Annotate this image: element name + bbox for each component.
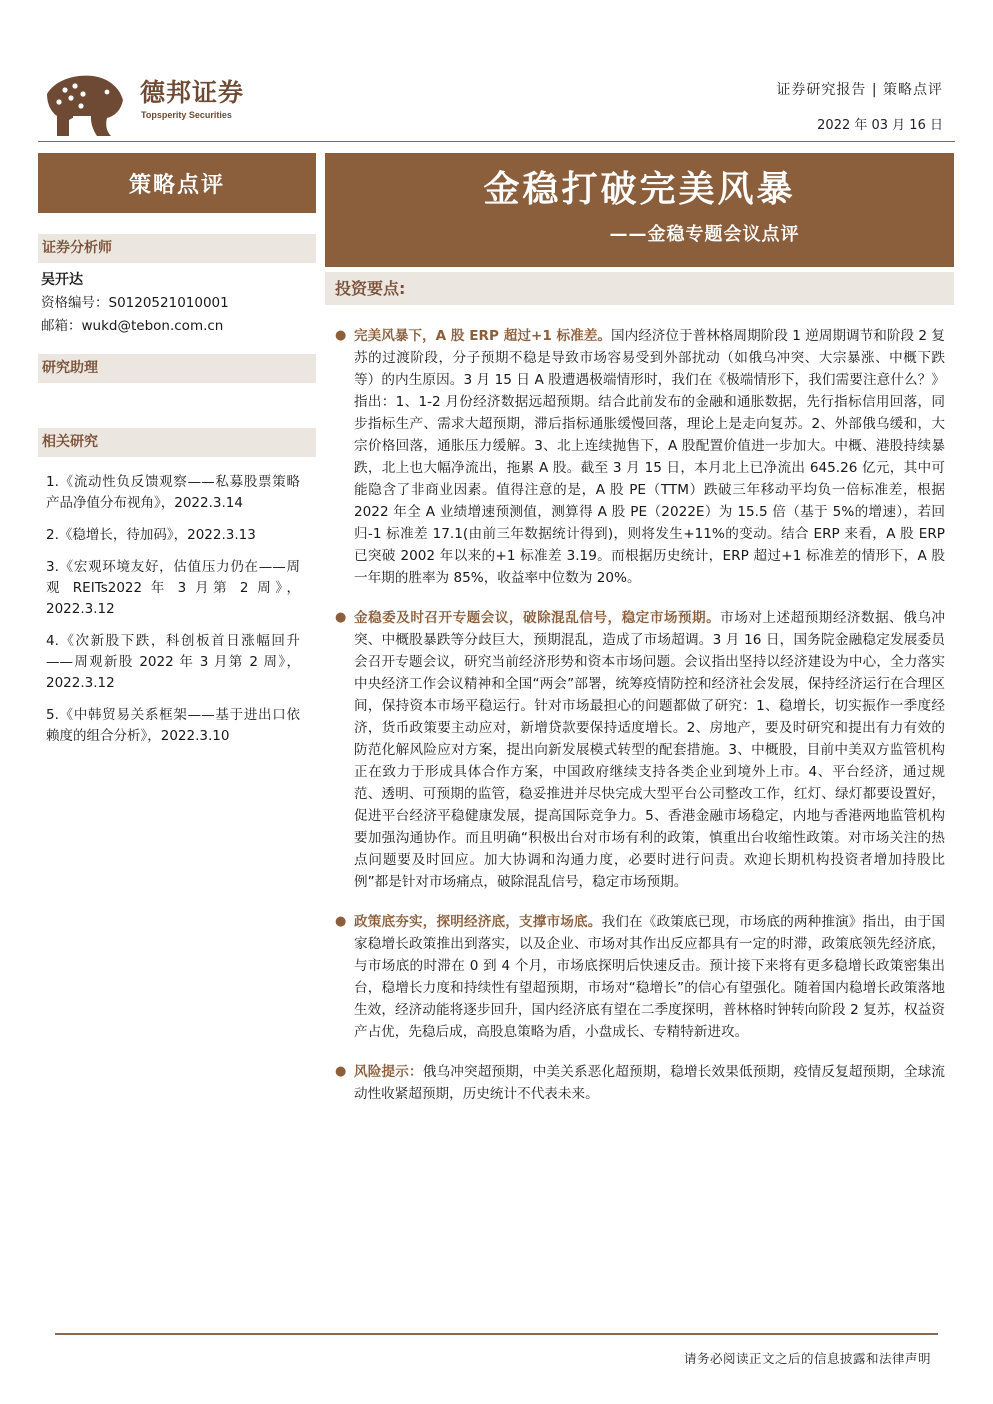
- key-points-heading: 投资要点:: [325, 272, 954, 305]
- related-section-label: 相关研究: [38, 428, 316, 457]
- category-banner: 策略点评: [38, 153, 316, 213]
- key-point-text: 国内经济位于普林格周期阶段 1 逆周期调节和阶段 2 复苏的过渡阶段，分子预期不稳是导致市场容易受到外部扰动（如俄乌冲突、大宗暴涨、中概下跌等）的内生原因。3 月 15 日 A 股遭遇极端情形时，我们在《极端情形下，我们需要注意什么？》指出：1、1-2 月份经济数据远超预期。结合此前发布的金融和通胀数据，先行指标信用回落，同步指标生产、需求大超预期，滞后指标通胀缓慢回落，理论上是走向复苏。2、外部俄乌缓和，大宗价格回落，通胀压力缓解。3、北上连续抛售下，A 股配置价值进一步加大。中概、港股持续暴跌，北上也大幅净流出，拖累 A 股。截至 3 月 15 日，本月北上已净流出 645.26 亿元，其中可能隐含了非商业因素。值得注意的是，A 股 PE（TTM）跌破三年移动平均负一倍标准差，根据 2022 年全 A 业绩增速预测值，测算得 A 股 PE（2022E）为 15.5 倍（基于 5%的增速），若回归-1 标准差 17.1(由前三年数据统计得到)，则将发生+11%的变动。结合 ERP 来看，A 股 ERP 已突破 2002 年以来的+1 标准差 3.19。而根据历史统计，ERP 超过+1 标准差的情形下，A 股一年期的胜率为 85%，收益率中位数为 20%。: [354, 328, 945, 586]
- report-type: 证券研究报告 | 策略点评: [776, 82, 943, 98]
- assistant-section-label: 研究助理: [38, 354, 316, 383]
- analyst-license: 资格编号：S0120521010001: [41, 295, 229, 311]
- leopard-logo-icon: [45, 72, 125, 138]
- bullet-icon: ●: [335, 1064, 347, 1079]
- key-point-text: 我们在《政策底已现，市场底的两种推演》指出，由于国家稳增长政策推出到落实，以及企业、市场对其作出反应都具有一定的时滞，政策底领先经济底，与市场底的时滞在 0 到 4 个月，市场底探明后快速反击。预计接下来将有更多稳增长政策密集出台，稳增长力度和持续性有望超预期，市场对“稳增长”的信心有望强化。随着国内稳增长政策落地生效，经济动能将逐步回升，国内经济底有望在二季度探明，普林格时钟转向阶段 2 复苏，权益资产占优，先稳后成，高股息策略为盾，小盘成长、专精特新进攻。: [354, 914, 946, 1040]
- brand-name-cn: 德邦证券: [140, 78, 245, 107]
- key-point-lead: 政策底夯实，探明经济底，支撑市场底。: [354, 914, 602, 930]
- brand-name-en: Topsperity Securities: [141, 110, 232, 120]
- related-research-list: [46, 472, 300, 758]
- key-point-paragraph: [330, 911, 945, 1043]
- key-point-paragraph: [330, 1061, 945, 1105]
- key-points-body: [330, 325, 945, 1123]
- analyst-email: 邮箱：wukd@tebon.com.cn: [41, 318, 224, 334]
- key-point-lead: 金稳委及时召开专题会议，破除混乱信号，稳定市场预期。: [354, 610, 721, 626]
- key-point-lead: 风险提示：: [354, 1064, 423, 1080]
- key-point-paragraph: [330, 607, 945, 893]
- key-point-text: 俄乌冲突超预期，中美关系恶化超预期，稳增长效果低预期，疫情反复超预期，全球流动性收紧超预期，历史统计不代表未来。: [354, 1064, 946, 1102]
- key-point-lead: 完美风暴下，A 股 ERP 超过+1 标准差。: [354, 328, 611, 344]
- analyst-name: 吴开达: [41, 272, 83, 288]
- related-research-item[interactable]: 1.《流动性负反馈观察——私募股票策略产品净值分布视角》，2022.3.14: [46, 474, 300, 511]
- report-title: 金稳打破完美风暴: [483, 169, 796, 210]
- bullet-icon: ●: [335, 328, 347, 343]
- header-divider: [38, 141, 955, 142]
- related-research-item[interactable]: 2.《稳增长，待加码》，2022.3.13: [46, 527, 256, 543]
- bullet-icon: ●: [335, 610, 347, 625]
- footer-divider: [55, 1333, 938, 1335]
- key-point-text: 市场对上述超预期经济数据、俄乌冲突、中概股暴跌等分歧巨大，预期混乱，造成了市场超调。3 月 16 日，国务院金融稳定发展委员会召开专题会议，研究当前经济形势和资本市场问题。会议指出坚持以经济建设为中心，全力落实中央经济工作会议精神和全国“两会”部署，统筹疫情防控和经济社会发展，保持经济运行在合理区间，保持资本市场平稳运行。针对市场最担心的问题都做了研究：1、稳增长，切实振作一季度经济，货币政策要主动应对，新增贷款要保持适度增长。2、房地产，要及时研究和提出有力有效的防范化解风险应对方案，提出向新发展模式转型的配套措施。3、中概股，目前中美双方监管机构正在致力于形成具体合作方案，中国政府继续支持各类企业到境外上市。4、平台经济，通过规范、透明、可预期的监管，稳妥推进并尽快完成大型平台公司整改工作，红灯、绿灯都要设置好，促进平台经济平稳健康发展，提高国际竞争力。5、香港金融市场稳定，内地与香港两地监管机构要加强沟通协作。而且明确“积极出台对市场有利的政策，慎重出台收缩性政策。对市场关注的热点问题要及时回应。加大协调和沟通力度，必要时进行问责。欢迎长期机构投资者增加持股比例”都是针对市场痛点，破除混乱信号，稳定市场预期。: [354, 610, 946, 890]
- related-research-item[interactable]: 4.《次新股下跌，科创板首日涨幅回升——周观新股 2022 年 3 月第 2 周》，2022.3.12: [46, 633, 300, 691]
- analyst-section-label: 证券分析师: [38, 234, 316, 263]
- report-date: 2022 年 03 月 16 日: [817, 118, 943, 133]
- report-subtitle: ——金稳专题会议点评: [609, 224, 800, 245]
- footer-disclaimer: 请务必阅读正文之后的信息披露和法律声明: [683, 1351, 931, 1366]
- related-research-item[interactable]: 5.《中韩贸易关系框架——基于进出口依赖度的组合分析》，2022.3.10: [46, 707, 300, 744]
- key-point-paragraph: [330, 325, 945, 589]
- related-research-item[interactable]: 3.《宏观环境友好，估值压力仍在——周观 REITs2022 年 3 月第 2 周》，2022.3.12: [46, 559, 300, 617]
- title-banner: [325, 153, 954, 267]
- bullet-icon: ●: [335, 914, 347, 929]
